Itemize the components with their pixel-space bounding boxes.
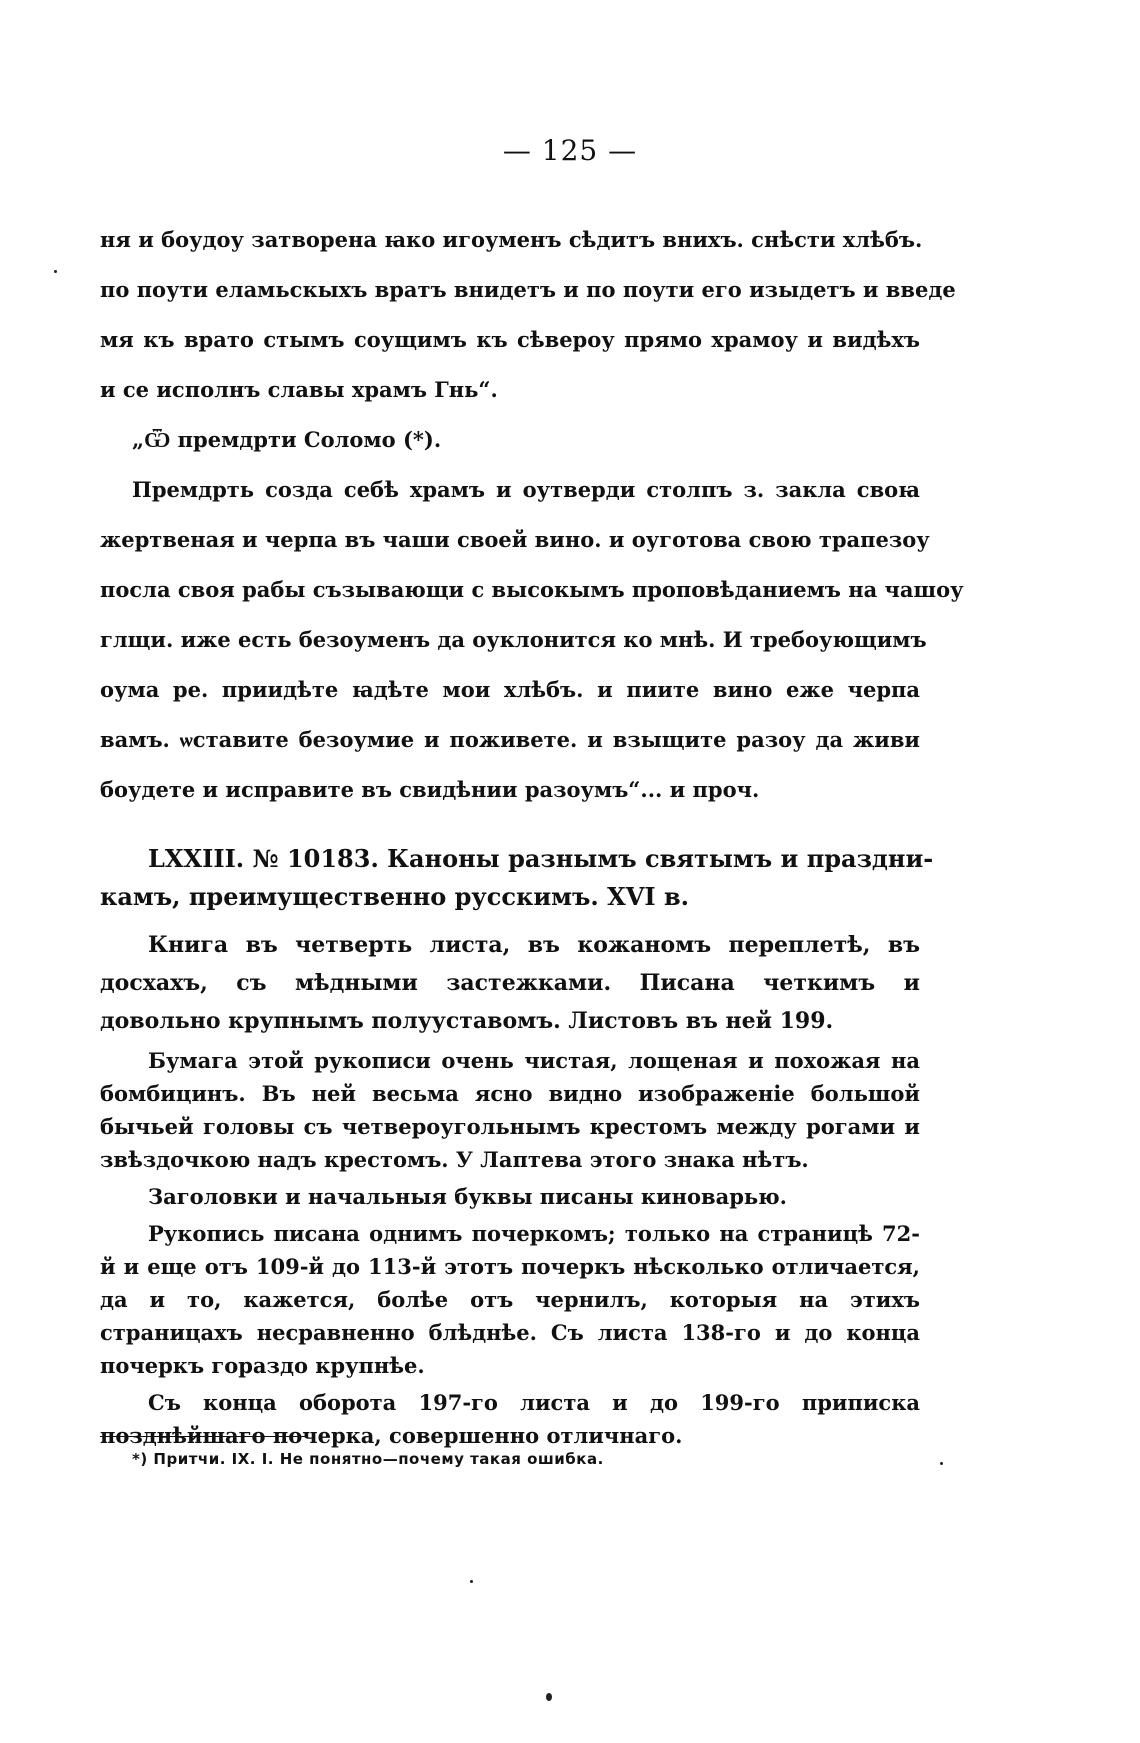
description-paragraph: Рукопись писана однимъ почеркомъ; только на страницѣ 72-й и еще отъ 109-й до 113-й этотъ почеркъ нѣсколько отличается, да и то, кажется, болѣе отъ чернилъ, которыя на этихъ страницахъ несравненно блѣднѣе. Съ листа 138-го и до конца почеркъ гораздо крупнѣе.: [100, 1221, 920, 1378]
quote-line: по поути еламьскыхъ вратъ внидетъ и по поути его изыдетъ и введе: [100, 277, 956, 302]
church-slavonic-quote: [100, 215, 964, 815]
footnote: *) Притчи. IX. I. Не понятно—почему такая ошибка.: [132, 1450, 604, 1468]
quote-line: посла своя рабы съзывающи с высокымъ проповѣданиемъ на чашоу: [100, 577, 964, 602]
ink-speck: [54, 270, 57, 273]
ink-speck: [470, 1580, 473, 1583]
footnote-divider: [100, 1436, 305, 1437]
description-paragraph: Съ конца оборота 197-го листа и до 199-го приписка позднѣйшаго почерка, совершенно отличнаго.: [100, 1390, 920, 1448]
quote-line: глщи. иже есть безоуменъ да оуклонится ко мнѣ. И требоующимъ: [100, 627, 927, 652]
quote-line: боудете и исправите въ свидѣнии разоумъ“... и проч.: [100, 777, 760, 802]
quote-line: оума ре. приидѣте ꙗдѣте мои хлѣбъ. и пиите вино еже черпа: [100, 677, 920, 702]
quote-line: и се исполнъ славы храмъ Гнь“.: [100, 377, 498, 402]
description-paragraph: Заголовки и начальныя буквы писаны киноварью.: [148, 1184, 787, 1209]
entry-heading-line: LXXIII. № 10183. Каноны разнымъ святымъ и праздни-: [148, 844, 934, 873]
page-number: — 125 —: [502, 134, 638, 167]
quote-line: мя къ врато стымъ соущимъ къ сѣвероу прямо храмоу и видѣхъ: [100, 327, 920, 352]
ink-speck: [546, 1693, 552, 1701]
description-paragraph: Бумага этой рукописи очень чистая, лощеная и похожая на бомбицинъ. Въ ней весьма ясно видно изображеніе большой бычьей головы съ четвероугольнымъ крестомъ между рогами и звѣздочкою надъ крестомъ. У Лаптева этого знака нѣтъ.: [100, 1048, 920, 1172]
quote-line: ня и боудоу затворена ꙗко игоуменъ сѣдитъ вниxъ. снѣсти хлѣбъ.: [100, 227, 923, 252]
quote-title-line: „Ѿ премдрти Соломо (*).: [132, 427, 442, 452]
entry-heading: [100, 840, 934, 916]
ink-speck: [940, 1462, 943, 1465]
quote-line: Премдрть созда себѣ храмъ и оутверди столпъ з. закла своꙗ: [132, 477, 920, 502]
entry-heading-line: камъ, преимущественно русскимъ. XVI в.: [100, 882, 689, 911]
quote-line: вамъ. ѡставите безоумие и поживете. и взыщите разоу да живи: [100, 727, 920, 752]
quote-line: жертвеная и черпа въ чаши своей вино. и оуготова свою трапезоу: [100, 527, 930, 552]
manuscript-entry: [100, 840, 934, 1452]
description-paragraph: Книга въ четверть листа, въ кожаномъ переплетѣ, въ досхахъ, съ мѣдными застежками. Писана четкимъ и довольно крупнымъ полууставомъ. Листовъ въ ней 199.: [100, 932, 920, 1034]
